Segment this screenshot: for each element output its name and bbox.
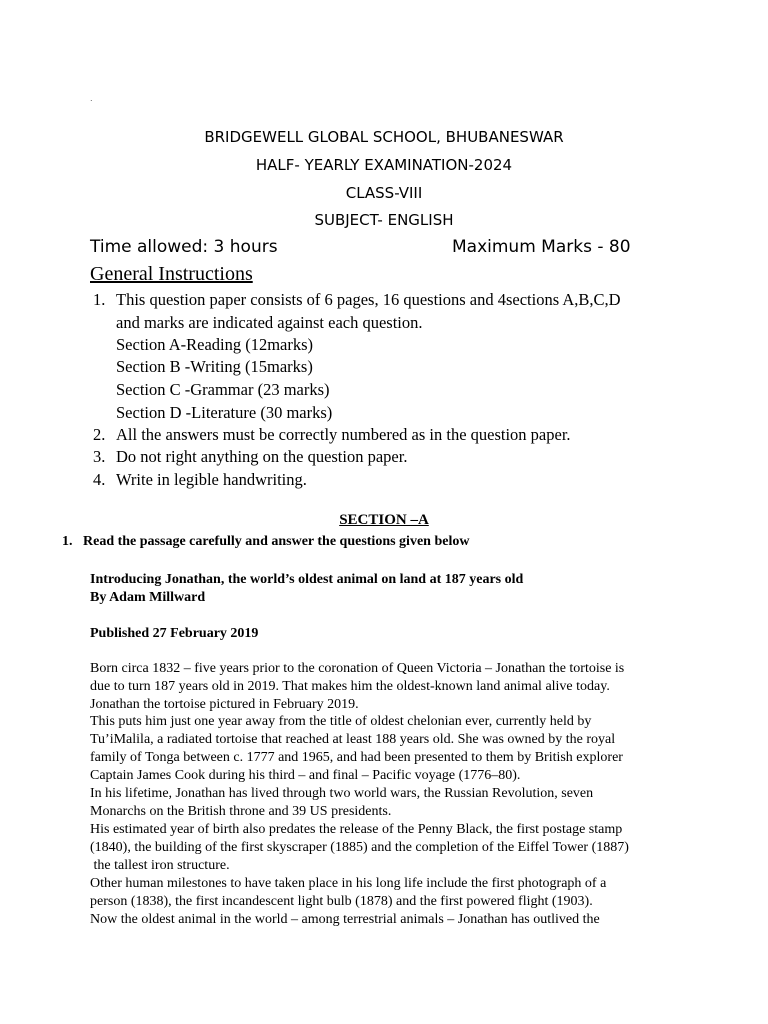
- instructions-title: General Instructions: [90, 263, 253, 285]
- question-1: 1. Read the passage carefully and answer the questions given below: [62, 534, 470, 549]
- subject-label: SUBJECT- ENGLISH: [314, 211, 454, 229]
- instruction-number: 2.: [93, 425, 106, 444]
- passage-line: Captain James Cook during his third – and final – Pacific voyage (1776–80).: [90, 768, 521, 783]
- passage-line: His estimated year of birth also predates the release of the Penny Black, the first postage stamp: [90, 822, 623, 837]
- instruction-line: This question paper consists of 6 pages, 16 questions and 4sections A,B,C,D: [116, 290, 621, 309]
- instruction-number: 4.: [93, 470, 106, 489]
- instruction-number: 1.: [93, 290, 106, 309]
- class-label: CLASS-VIII: [345, 184, 423, 202]
- maximum-marks: Maximum Marks - 80: [452, 237, 631, 257]
- time-allowed: Time allowed: 3 hours: [90, 237, 278, 257]
- instruction-line: Section C -Grammar (23 marks): [116, 380, 330, 399]
- passage-line: Monarchs on the British throne and 39 US presidents.: [90, 804, 392, 819]
- instruction-line: All the answers must be correctly numbered as in the question paper.: [116, 425, 571, 444]
- section-a-heading: SECTION –A: [339, 512, 429, 528]
- instruction-line: Section B -Writing (15marks): [116, 357, 313, 376]
- article-byline: By Adam Millward: [90, 590, 206, 605]
- stray-mark: .: [90, 94, 93, 103]
- instruction-line: Section D -Literature (30 marks): [116, 403, 333, 422]
- published-date: Published 27 February 2019: [90, 626, 259, 641]
- passage-line: Born circa 1832 – five years prior to the coronation of Queen Victoria – Jonathan the tortoise is: [90, 661, 625, 676]
- instruction-line: Section A-Reading (12marks): [116, 335, 314, 354]
- passage-line: Other human milestones to have taken place in his long life include the first photograph of a: [90, 876, 607, 891]
- school-name: BRIDGEWELL GLOBAL SCHOOL, BHUBANESWAR: [204, 128, 564, 146]
- instruction-line: and marks are indicated against each question.: [116, 313, 423, 332]
- passage-line: In his lifetime, Jonathan has lived through two world wars, the Russian Revolution, seven: [90, 786, 594, 801]
- passage-line: Tu’iMalila, a radiated tortoise that reached at least 188 years old. She was owned by the royal: [90, 732, 616, 747]
- passage-line: Jonathan the tortoise pictured in February 2019.: [90, 697, 359, 712]
- passage-line: due to turn 187 years old in 2019. That makes him the oldest-known land animal alive today.: [90, 679, 610, 694]
- passage-line: This puts him just one year away from the title of oldest chelonian ever, currently held by: [90, 714, 592, 729]
- instruction-line: Write in legible handwriting.: [116, 470, 307, 489]
- instruction-line: Do not right anything on the question paper.: [116, 447, 408, 466]
- passage-line: family of Tonga between c. 1777 and 1965, and had been presented to them by British explorer: [90, 750, 623, 765]
- passage-line: person (1838), the first incandescent light bulb (1878) and the first powered flight (1903).: [90, 894, 593, 909]
- passage-line: Now the oldest animal in the world – among terrestrial animals – Jonathan has outlived the: [90, 912, 600, 927]
- passage-line: the tallest iron structure.: [90, 858, 230, 873]
- exam-title: HALF- YEARLY EXAMINATION-2024: [255, 156, 513, 174]
- article-title: Introducing Jonathan, the world’s oldest animal on land at 187 years old: [90, 572, 524, 587]
- passage-line: (1840), the building of the first skyscraper (1885) and the completion of the Eiffel Tower (1887): [90, 840, 629, 855]
- instruction-number: 3.: [93, 447, 106, 466]
